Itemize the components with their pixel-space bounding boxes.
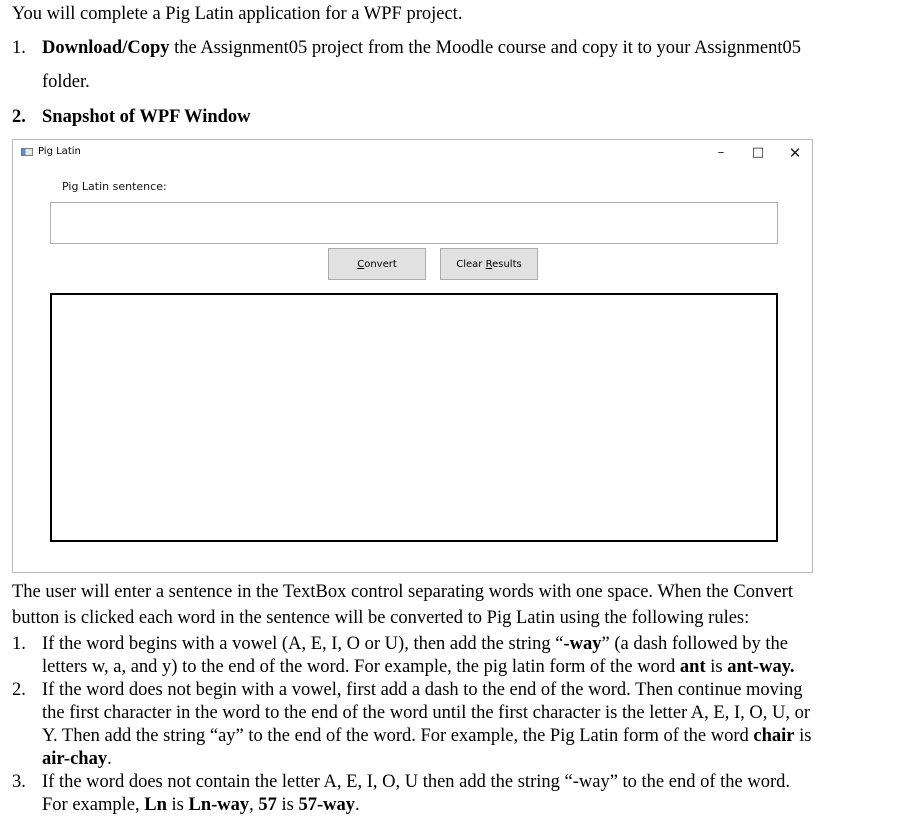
rule-1-bold-ant-way: ant-way. [727,657,795,677]
close-button[interactable]: ✕ [788,144,802,162]
rule-3-text-d: is [276,795,299,815]
rule-2-text-c: . [107,749,112,769]
rule-2-text-a: Y. Then add the string “ay” to the end of the word. For example, the Pig Latin form of the word [42,726,754,746]
rule-2-line-2: the first character in the word to the end of the word until the first character is the letter A, E, I, O, U, or [42,703,811,723]
intro-text: You will complete a Pig Latin application for a WPF project. [12,4,463,24]
wpf-window-snapshot [12,139,813,573]
convert-label: onvert [364,258,397,270]
rule-3-text-c: , [249,795,259,815]
description-line-2: button is clicked each word in the sentence will be converted to Pig Latin using the following rules: [12,608,750,628]
sentence-input[interactable] [50,202,778,244]
rule-3-line-2 [42,795,360,816]
rule-3-bold-ln-way: Ln-way [188,795,250,815]
rule-1-text-b: ” (a dash followed by the [601,634,788,654]
maximize-button[interactable]: □ [751,145,765,160]
rule-1-text-a: If the word begins with a vowel (A, E, I, O or U), then add the string “ [42,634,564,654]
convert-accelerator: C [357,258,365,270]
rule-1-text-d: is [705,657,728,677]
rule-2-line-3 [42,726,811,747]
clear-label-rest: esults [492,258,522,270]
rule-3-bold-57-way: 57-way [298,795,356,815]
rule-2-line-4 [42,749,112,770]
minimize-button[interactable]: – [717,145,725,160]
rule-2-line-1: If the word does not begin with a vowel, first add a dash to the end of the word. Then continue moving [42,680,803,700]
convert-button[interactable] [328,248,426,280]
rule-1-bold-ant: ant [679,657,706,677]
clear-results-button[interactable] [440,248,538,280]
step-1-continuation: folder. [42,72,90,92]
step-1-bold: Download/Copy [42,38,170,58]
rule-3-number: 3. [12,772,26,792]
app-window-icon [21,148,33,156]
rule-3-text-b: is [166,795,189,815]
sentence-label: Pig Latin sentence: [62,180,167,193]
clear-label-pre: Clear [456,258,486,270]
rule-1-text-c: letters w, a, and y) to the end of the word. For example, the pig latin form of the word [42,657,680,677]
rule-1-bold-way: -way [563,634,602,654]
rule-3-bold-ln: Ln [144,795,167,815]
step-2-heading: Snapshot of WPF Window [42,107,251,127]
description-line-1: The user will enter a sentence in the TextBox control separating words with one space. When the Convert [12,582,793,602]
step-1-text [42,38,801,59]
step-1-rest: the Assignment05 project from the Moodle course and copy it to your Assignment05 [169,38,801,58]
rule-1-number: 1. [12,634,26,654]
step-2-number: 2. [12,107,26,127]
rule-2-bold-air-chay: air-chay [42,749,108,769]
rule-1-line-1 [42,634,788,655]
rule-2-number: 2. [12,680,26,700]
rule-2-text-b: is [794,726,812,746]
rule-3-text-e: . [355,795,360,815]
rule-1-line-2 [42,657,795,678]
clear-accelerator: R [485,258,493,270]
rule-3-bold-57: 57 [258,795,277,815]
rule-2-bold-chair: chair [753,726,795,746]
rule-3-line-1: If the word does not contain the letter A, E, I, O, U then add the string “-way” to the end of the word. [42,772,791,792]
results-output-box[interactable] [50,293,778,542]
window-title: Pig Latin [38,146,81,157]
rule-3-text-a: For example, [42,795,145,815]
step-1-number: 1. [12,38,26,58]
